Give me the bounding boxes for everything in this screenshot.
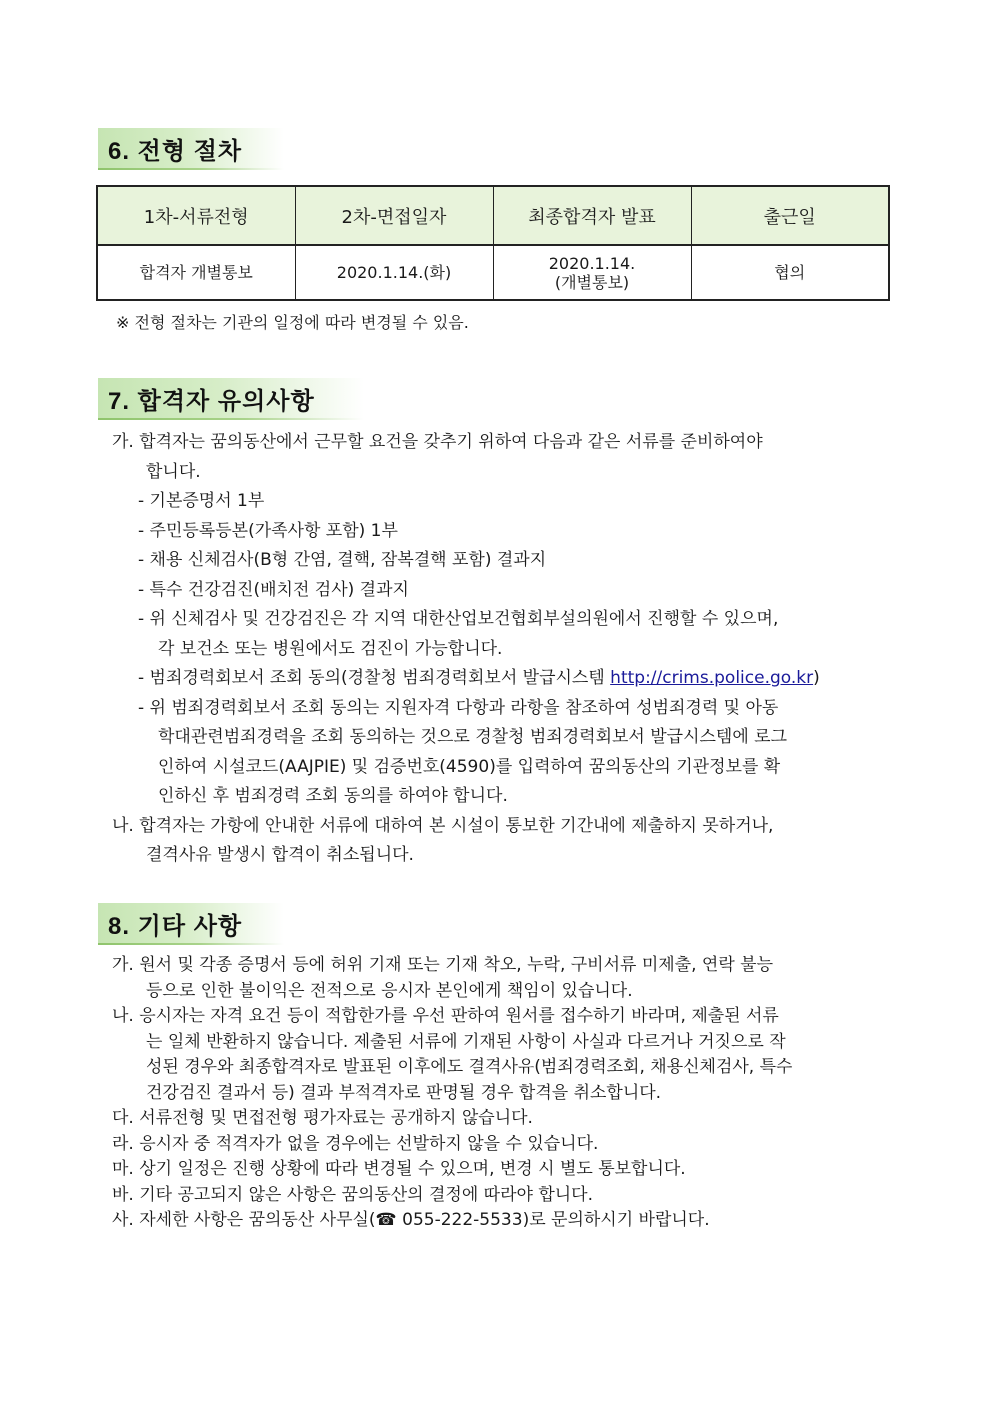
section8-body xyxy=(112,953,792,1234)
announce-date: 2020.1.14. xyxy=(548,253,636,273)
list-item: 나. 응시자는 자격 요건 등이 적합한가를 우선 판하여 원서를 접수하기 바라며, 제출된 서류 xyxy=(112,1006,779,1026)
list-item: 학대관련범죄경력을 조회 동의하는 것으로 경찰청 범죄경력회보서 발급시스템에 로그 xyxy=(158,727,788,747)
table-cell xyxy=(493,245,691,300)
table-cell: 협의 xyxy=(691,245,889,300)
table-cell: 2020.1.14.(화) xyxy=(295,245,493,300)
list-item: 가. 원서 및 각종 증명서 등에 허위 기재 또는 기재 착오, 누락, 구비서류 미제출, 연락 불능 xyxy=(112,955,774,975)
header-cell: 출근일 xyxy=(691,186,889,245)
list-item: 나. 합격자는 가항에 안내한 서류에 대하여 본 시설이 통보한 기간내에 제출하지 못하거나, xyxy=(112,815,774,836)
list-item: 결격사유 발생시 합격이 취소됩니다. xyxy=(146,845,414,865)
list-item: 합니다. xyxy=(146,461,201,482)
announce-method: (개별통보) xyxy=(554,272,630,292)
list-item: 건강검진 결과서 등) 결과 부적격자로 판명될 경우 합격을 취소합니다. xyxy=(146,1082,662,1103)
schedule-note: ※ 전형 절차는 기관의 일정에 따라 변경될 수 있음. xyxy=(116,313,469,332)
header-cell: 2차-면접일자 xyxy=(295,186,493,245)
list-item: 라. 응시자 중 적격자가 없을 경우에는 선발하지 않을 수 있습니다. xyxy=(112,1133,599,1154)
section7-body xyxy=(112,428,820,871)
crims-link[interactable]: http://crims.police.go.kr xyxy=(610,668,814,688)
list-item: - 특수 건강검진(배치전 검사) 결과지 xyxy=(138,579,409,600)
section6-heading xyxy=(98,128,284,168)
header-cell: 최종합격자 발표 xyxy=(493,186,691,245)
crim-prefix: - 범죄경력회보서 조회 동의(경찰청 범죄경력회보서 발급시스템 xyxy=(138,668,611,688)
section8-heading xyxy=(98,903,284,943)
list-item: 등으로 인한 불이익은 전적으로 응시자 본인에게 책임이 있습니다. xyxy=(146,980,633,1001)
table-header-row xyxy=(97,186,889,245)
list-item: 인하신 후 범죄경력 조회 동의를 하여야 합니다. xyxy=(158,786,508,806)
table-row xyxy=(97,245,889,300)
list-item: - 주민등록등본(가족사항 포함) 1부 xyxy=(138,520,398,541)
section8-title: 8. 기타 사항 xyxy=(108,912,243,940)
section6-title: 6. 전형 절차 xyxy=(108,137,243,165)
list-item: 다. 서류전형 및 면접전형 평가자료는 공개하지 않습니다. xyxy=(112,1108,533,1128)
list-item: - 기본증명서 1부 xyxy=(138,491,265,511)
list-item: 가. 합격자는 꿈의동산에서 근무할 요건을 갖추기 위하여 다음과 같은 서류를 준비하여야 xyxy=(112,432,763,452)
list-item: 는 일체 반환하지 않습니다. 제출된 서류에 기재된 사항이 사실과 다르거나 거짓으로 작 xyxy=(146,1031,786,1052)
list-item: - 위 신체검사 및 건강검진은 각 지역 대한산업보건협회부설의원에서 진행할 수 있으며, xyxy=(138,609,779,629)
list-item: 각 보건소 또는 병원에서도 검진이 가능합니다. xyxy=(158,638,503,659)
section7-heading xyxy=(98,378,364,418)
list-item: 마. 상기 일정은 진행 상황에 따라 변경될 수 있으며, 변경 시 별도 통보합니다. xyxy=(112,1159,686,1179)
list-item: 바. 기타 공고되지 않은 사항은 꿈의동산의 결정에 따라야 합니다. xyxy=(112,1184,594,1205)
header-cell: 1차-서류전형 xyxy=(97,186,295,245)
table-cell: 합격자 개별통보 xyxy=(97,245,295,300)
selection-schedule-table xyxy=(96,185,890,301)
list-item: 사. 자세한 사항은 꿈의동산 사무실(☎ 055-222-5533)로 문의하시기 바랍니다. xyxy=(112,1210,710,1230)
list-item: 인하여 시설코드(AAJPIE) 및 검증번호(4590)를 입력하여 꿈의동산의 기관정보를 확 xyxy=(158,756,781,777)
list-item xyxy=(112,664,820,694)
list-item: 성된 경우와 최종합격자로 발표된 이후에도 결격사유(범죄경력조회, 채용신체검사, 특수 xyxy=(146,1057,793,1077)
section7-title: 7. 합격자 유의사항 xyxy=(108,387,315,415)
list-item: - 채용 신체검사(B형 간염, 결핵, 잠복결핵 포함) 결과지 xyxy=(138,550,547,570)
list-item: - 위 범죄경력회보서 조회 동의는 지원자격 다항과 라항을 참조하여 성범죄경력 및 아동 xyxy=(138,697,779,718)
crim-suffix: ) xyxy=(813,668,820,688)
